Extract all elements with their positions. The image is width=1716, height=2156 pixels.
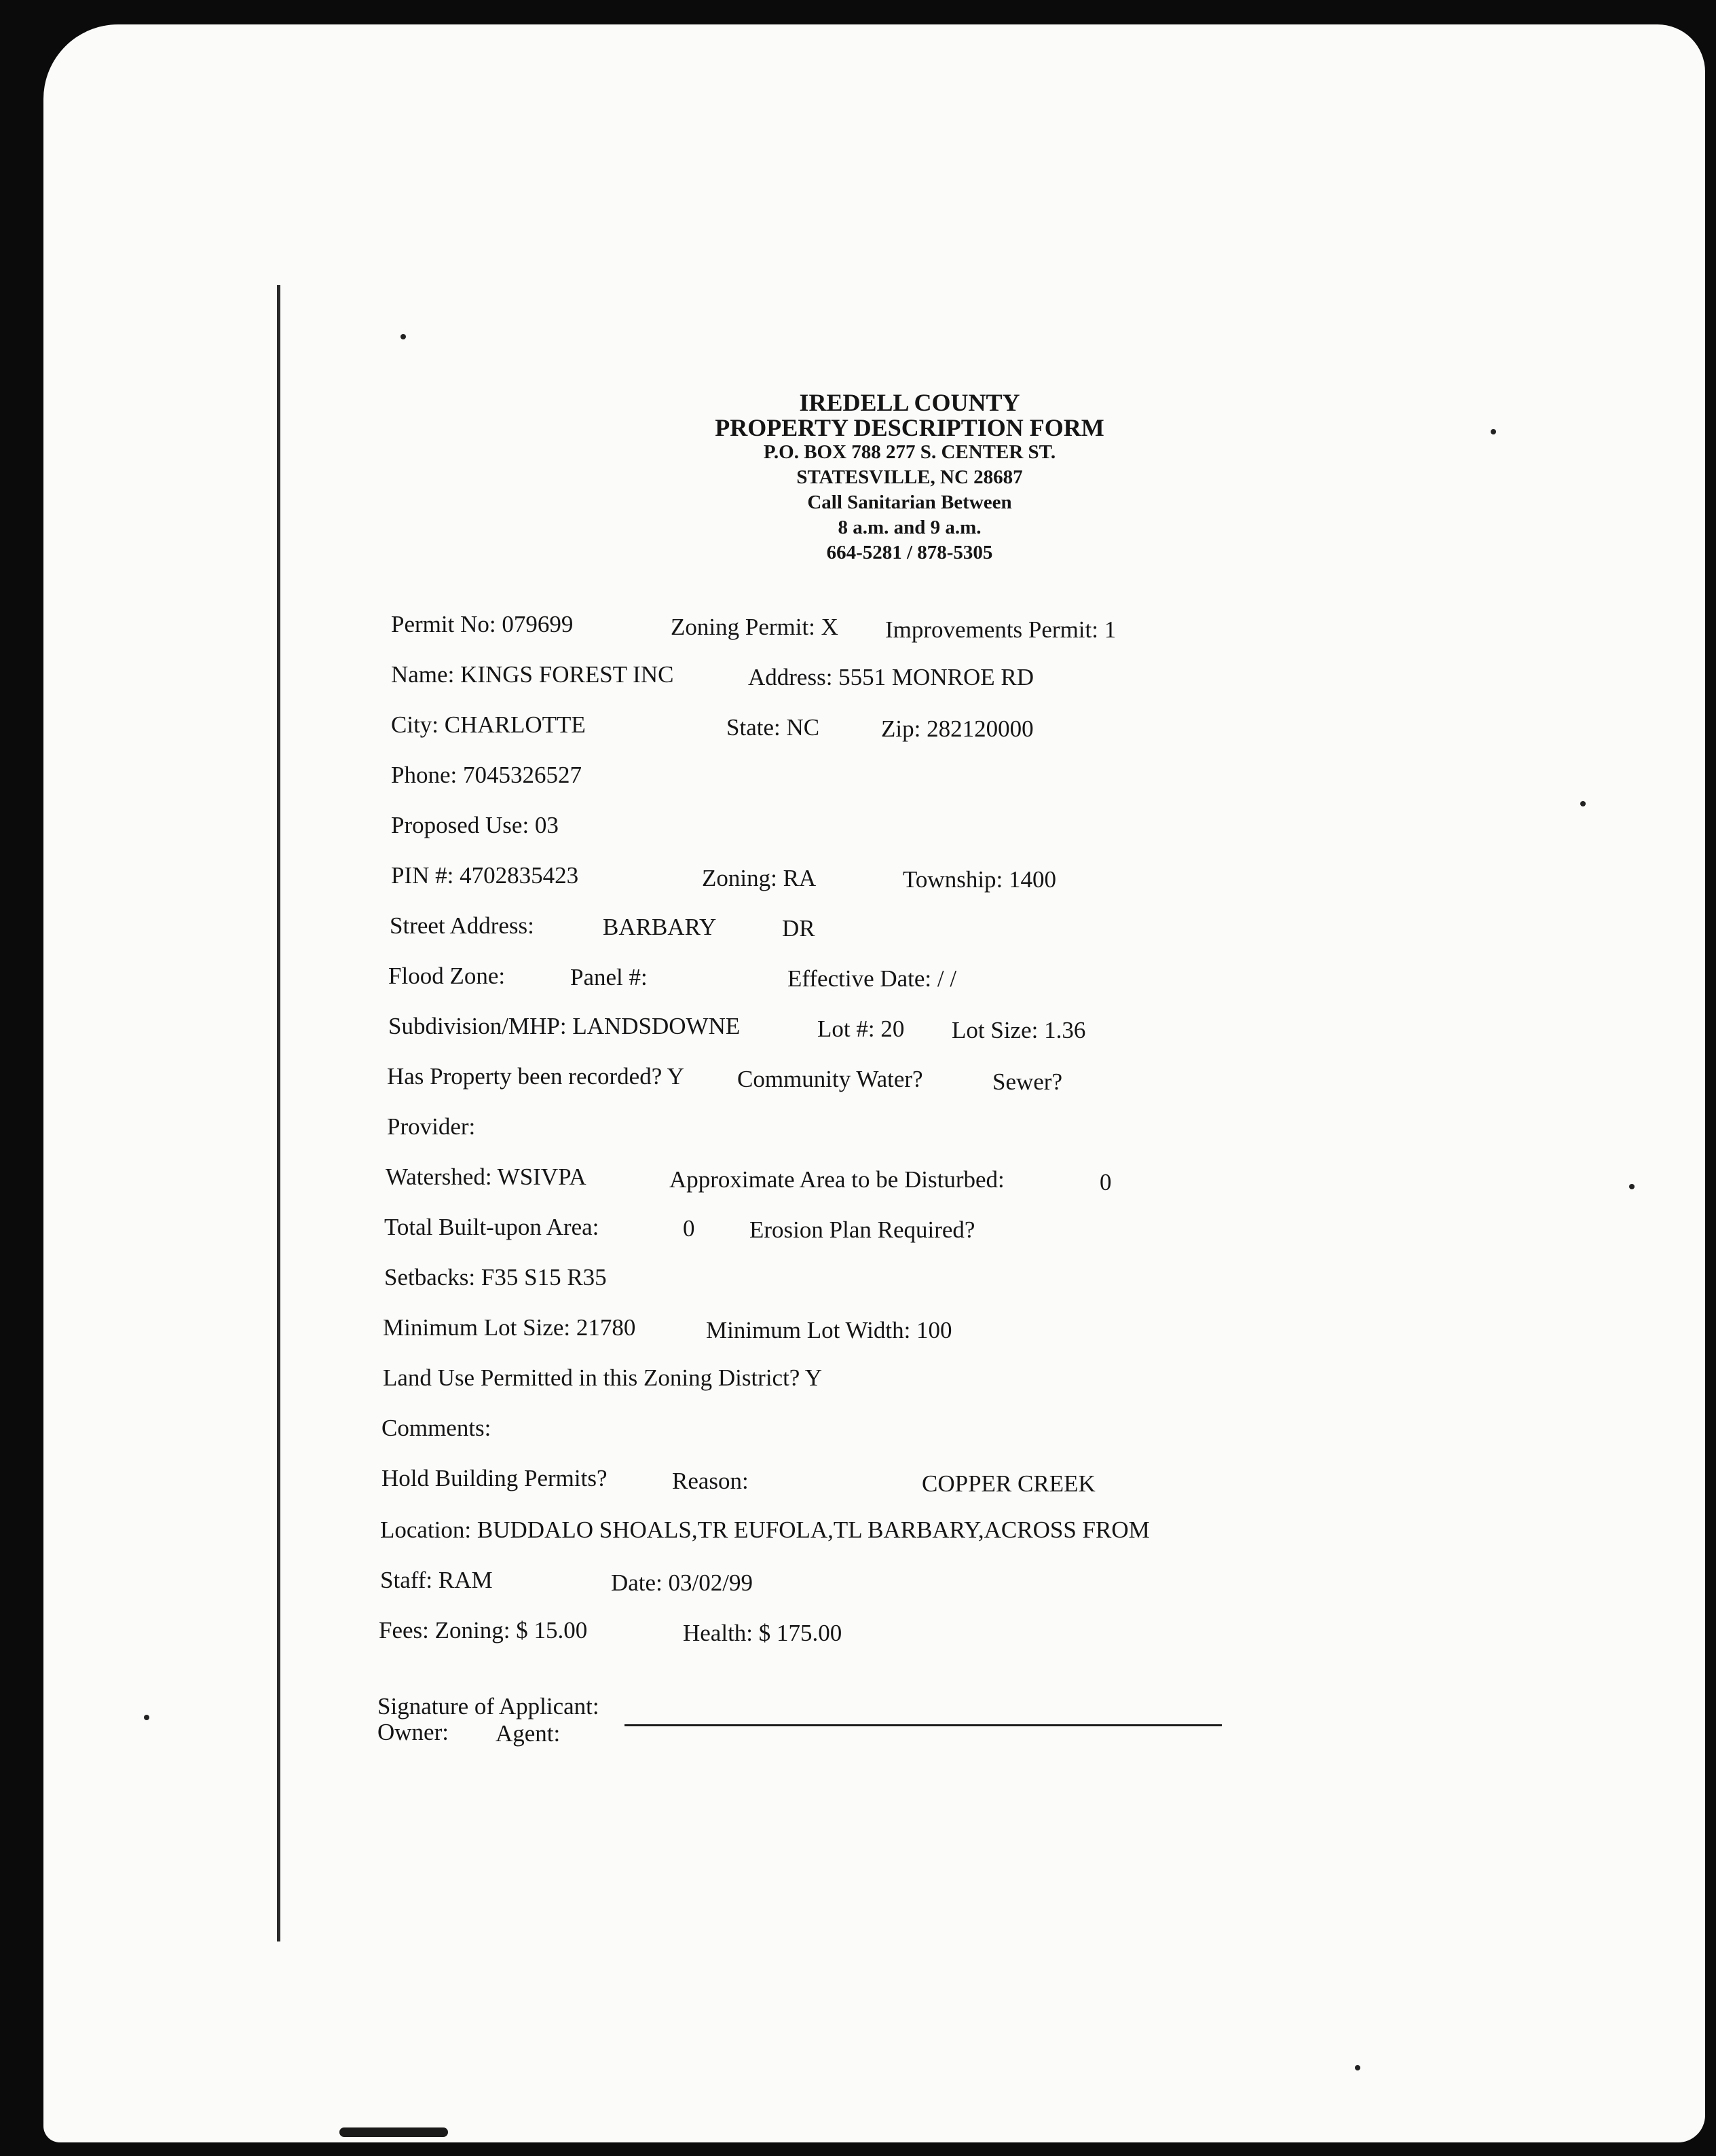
built-upon-label: Total Built-upon Area: [384,1214,599,1240]
signature-label: Signature of Applicant: [377,1693,599,1720]
county-name: IREDELL COUNTY [799,389,1020,416]
office-address: P.O. BOX 788 277 S. CENTER ST. [763,441,1056,463]
area-disturbed-value: 0 [1100,1169,1112,1195]
scan-speck [1629,1184,1635,1189]
scan-speck [1580,801,1586,806]
hold-permits: Hold Building Permits? [381,1465,608,1491]
location: Location: BUDDALO SHOALS,TR EUFOLA,TL BARBARY,ACROSS FROM [380,1517,1150,1543]
scan-speck [400,334,406,339]
permit-no: Permit No: 079699 [391,611,574,637]
applicant-city: City: CHARLOTTE [391,711,586,738]
scan-speck [1355,2065,1360,2070]
agent-label: Agent: [496,1720,561,1747]
margin-line [277,285,280,1941]
setbacks: Setbacks: F35 S15 R35 [384,1264,607,1290]
community-water: Community Water? [737,1066,923,1092]
panel-number: Panel #: [570,964,648,990]
lot-number: Lot #: 20 [817,1016,905,1042]
applicant-state: State: NC [726,714,820,741]
fees-health: Health: $ 175.00 [683,1620,842,1646]
call-hours: 8 a.m. and 9 a.m. [838,517,982,538]
reason-value: COPPER CREEK [922,1470,1096,1497]
erosion-plan: Erosion Plan Required? [749,1216,975,1243]
applicant-address: Address: 5551 MONROE RD [748,664,1034,690]
staff: Staff: RAM [380,1567,493,1593]
sewer: Sewer? [992,1068,1063,1095]
improvements-permit: Improvements Permit: 1 [885,616,1117,643]
scan-speck [1491,429,1496,434]
subdivision: Subdivision/MHP: LANDSDOWNE [388,1013,741,1039]
built-upon-value: 0 [683,1215,695,1242]
street-address-label: Street Address: [390,912,534,939]
office-phones: 664-5281 / 878-5305 [826,542,993,563]
pin-number: PIN #: 4702835423 [391,862,579,889]
zoning-permit: Zoning Permit: X [671,614,838,640]
scan-mark [339,2127,448,2137]
zoning: Zoning: RA [702,865,817,891]
form-title: PROPERTY DESCRIPTION FORM [715,414,1104,441]
min-lot-width: Minimum Lot Width: 100 [706,1317,952,1343]
township: Township: 1400 [903,866,1057,893]
fees-zoning: Fees: Zoning: $ 15.00 [379,1617,588,1643]
land-use-permitted: Land Use Permitted in this Zoning District? Y [383,1364,823,1391]
reason-label: Reason: [672,1468,749,1494]
applicant-zip: Zip: 282120000 [881,715,1034,742]
applicant-name: Name: KINGS FOREST INC [391,661,674,688]
proposed-use: Proposed Use: 03 [391,812,559,838]
provider: Provider: [387,1113,476,1140]
street-name: BARBARY [603,914,717,940]
date: Date: 03/02/99 [611,1569,753,1596]
signature-line [624,1724,1222,1726]
comments: Comments: [381,1415,491,1441]
street-suffix: DR [782,915,815,942]
watershed: Watershed: WSIVPA [386,1164,586,1190]
property-recorded: Has Property been recorded? Y [387,1063,684,1090]
scan-speck [144,1715,149,1720]
flood-zone: Flood Zone: [388,963,506,989]
min-lot-size: Minimum Lot Size: 21780 [383,1314,636,1341]
area-disturbed-label: Approximate Area to be Disturbed: [669,1166,1005,1193]
applicant-phone: Phone: 7045326527 [391,762,582,788]
office-city: STATESVILLE, NC 28687 [796,466,1023,488]
call-instructions: Call Sanitarian Between [807,491,1012,513]
effective-date: Effective Date: / / [787,965,957,992]
owner-label: Owner: [377,1719,449,1745]
lot-size: Lot Size: 1.36 [952,1017,1086,1043]
